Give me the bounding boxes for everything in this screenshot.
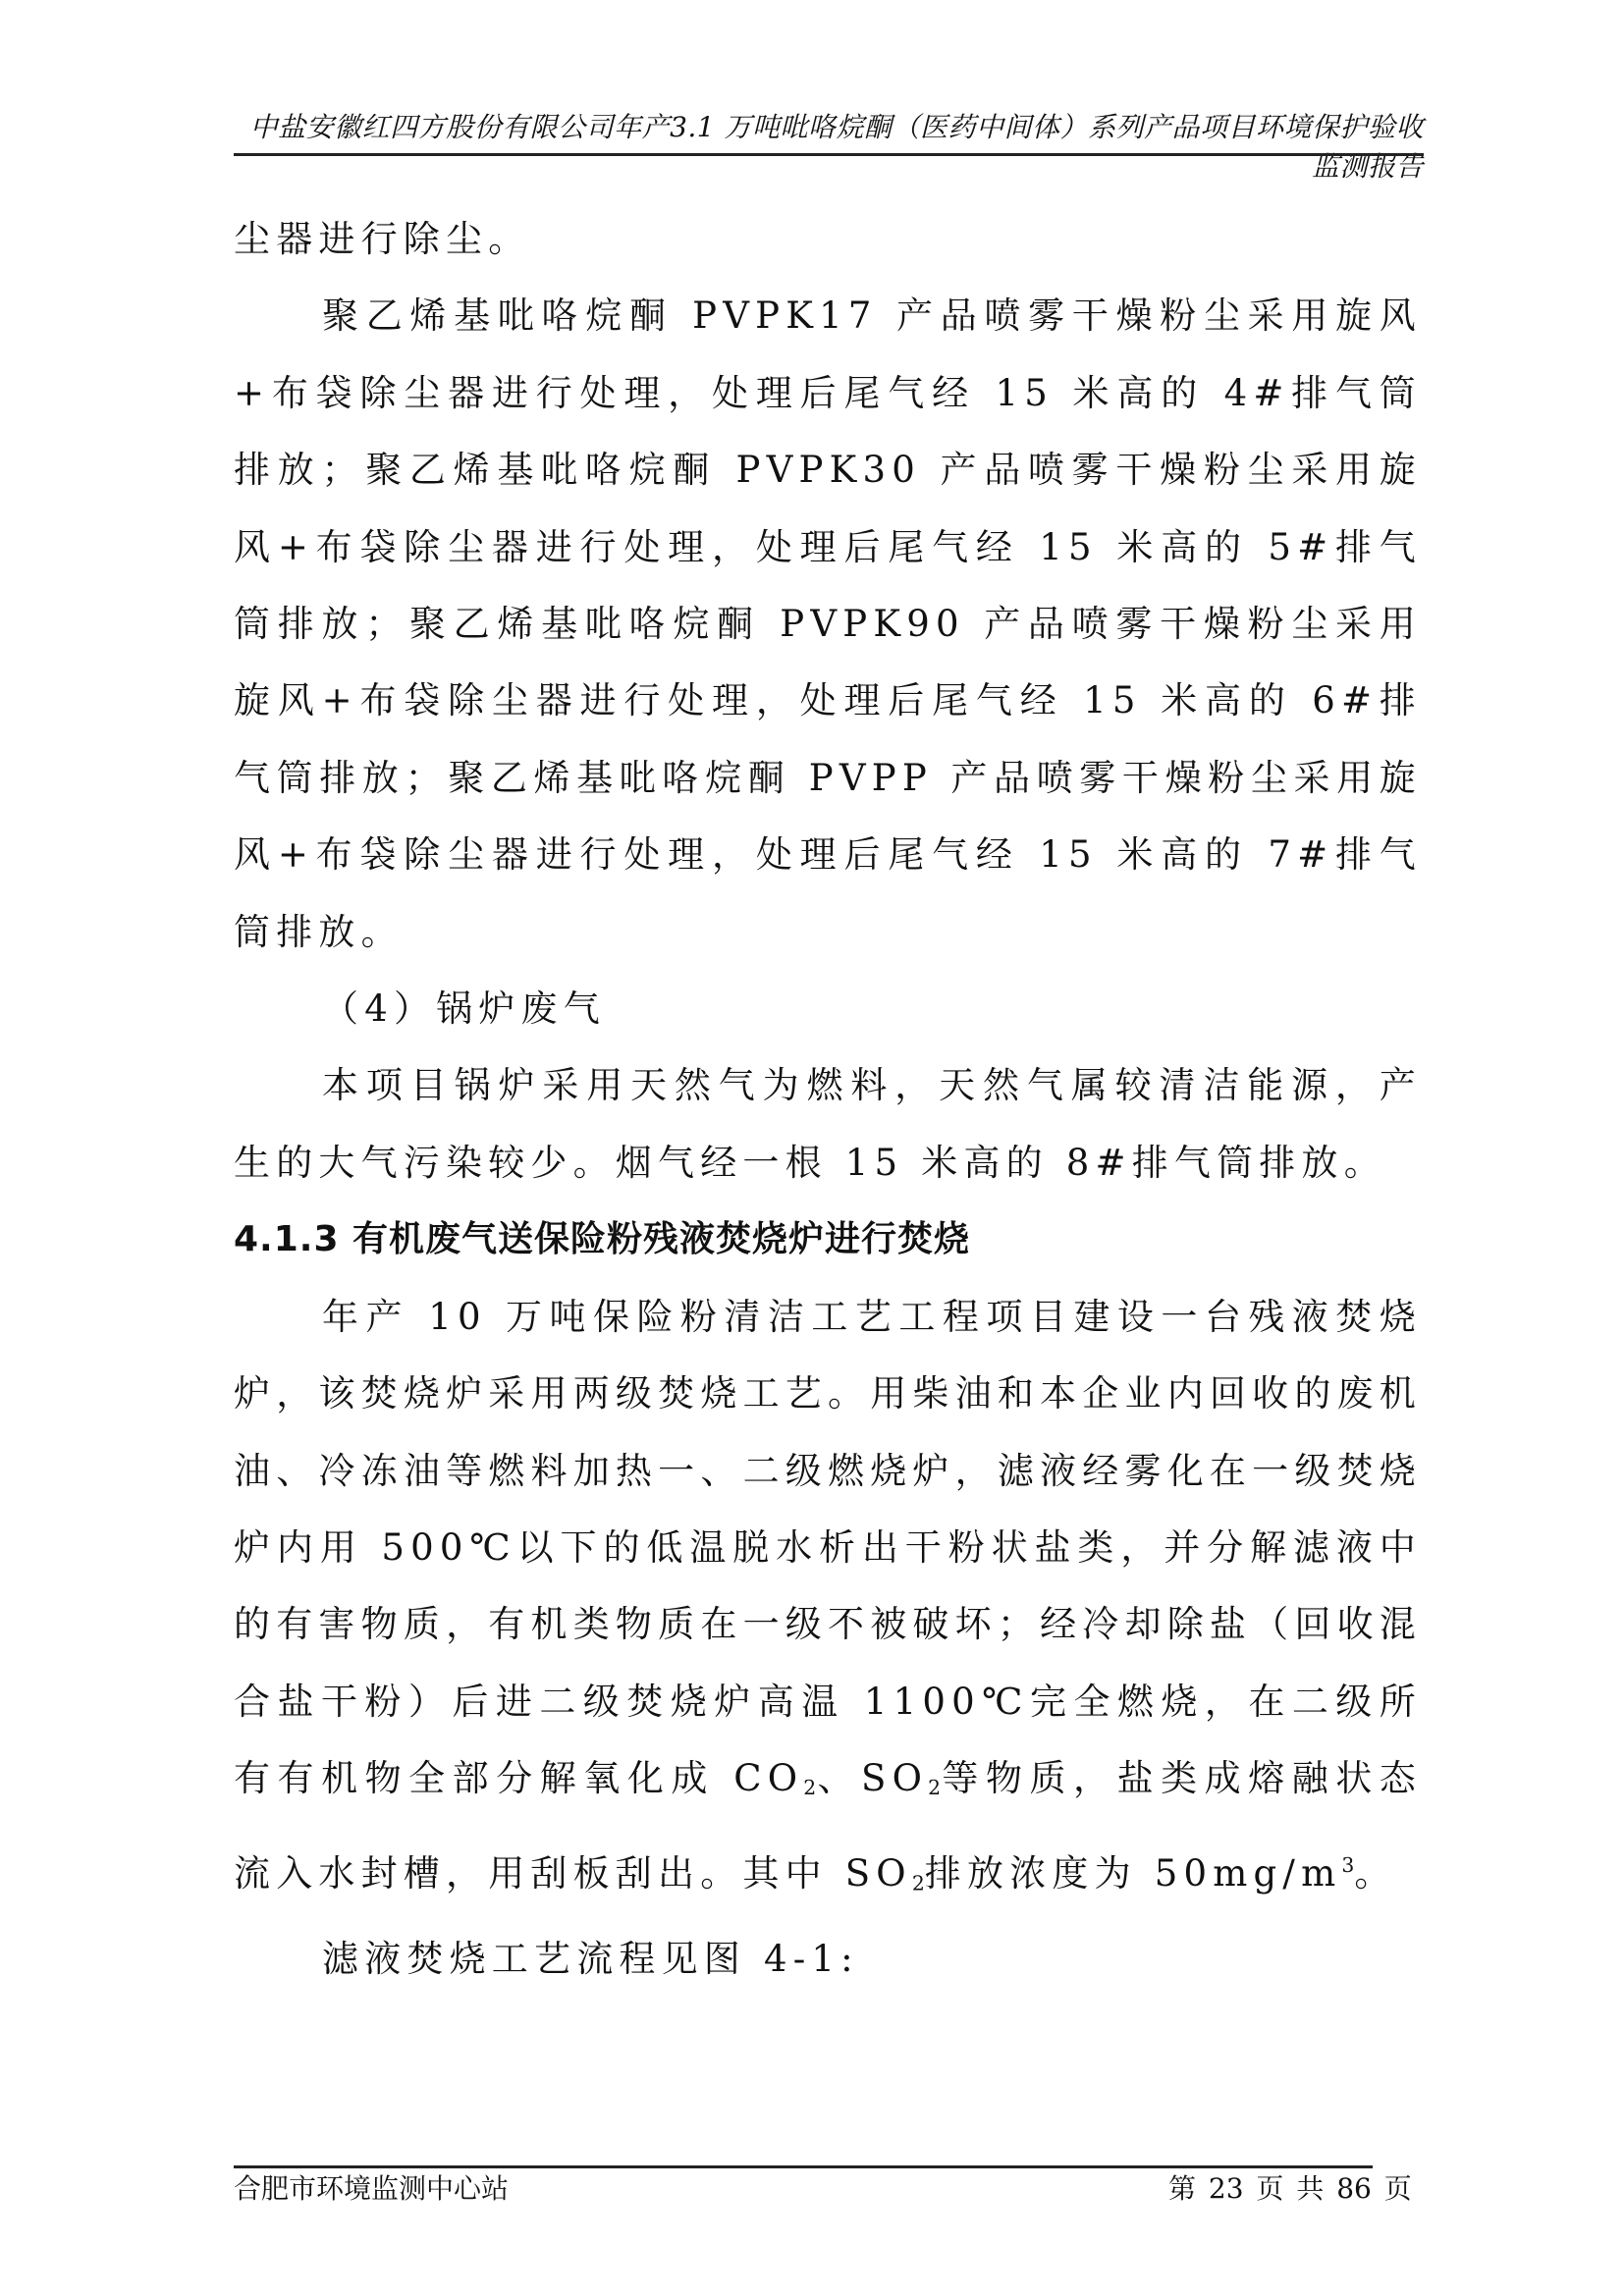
paragraph-pvp-spray-drying: 聚乙烯基吡咯烷酮 PVPK17 产品喷雾干燥粉尘采用旋风+布袋除尘器进行处理，处理后尾气经 15 米高的 4#排气筒排放；聚乙烯基吡咯烷酮 PVPK30 产品喷雾干燥粉尘采用旋风+布袋除尘器进行处理，处理后尾气经 15 米高的 5#排气筒排放；聚乙烯基吡咯烷酮 PVPK90 产品喷雾干燥粉尘采用旋风+布袋除尘器进行处理，处理后尾气经 15 米高的 6#排气筒排放；聚乙烯基吡咯烷酮 PVPP 产品喷雾干燥粉尘采用旋风+布袋除尘器进行处理，处理后尾气经 15 米高的 7#排气筒排放。 [234,294,1422,953]
header-divider [234,153,1424,156]
footer-divider [234,2165,1373,2168]
incinerator-text-d: 排放浓度为 50mg/m [924,1851,1342,1895]
footer-page-number: 第 23 页 共 86 页 [1168,2172,1412,2205]
running-header: 中盐安徽红四方股份有限公司年产3.1 万吨吡咯烷酮（医药中间体）系列产品项目环境保护验收监测报告 [249,111,1424,183]
so2-emission-subscript: 2 [911,1870,925,1895]
page-body [234,201,1422,1999]
section-heading-4-1-3: 4.1.3 有机废气送保险粉残液焚烧炉进行焚烧 [234,1219,971,1260]
cubic-meter-superscript: 3 [1341,1852,1355,1877]
paragraph-figure-reference: 滤液焚烧工艺流程见图 4-1: [322,1938,859,1981]
paragraph-dust-removal-end: 尘器进行除尘。 [234,218,531,260]
footer-organization: 合肥市环境监测中心站 [234,2172,510,2205]
paragraph-boiler-exhaust: 本项目锅炉采用天然气为燃料，天然气属较清洁能源，产生的大气污染较少。烟气经一根 15 米高的 8#排气筒排放。 [234,1064,1422,1184]
so2-subscript: 2 [928,1776,942,1800]
incinerator-text-a: 年产 10 万吨保险粉清洁工艺工程项目建设一台残液焚烧炉，该焚烧炉采用两级焚烧工艺。用柴油和本企业内回收的废机油、冷冻油等燃料加热一、二级燃烧炉，滤液经雾化在一级焚烧炉内用 500℃以下的低温脱水析出干粉状盐类，并分解滤液中的有害物质，有机类物质在一级不被破坏；经冷却除盐（回收混合盐干粉）后进二级焚烧炉高温 1100℃完全燃烧，在二级所有有机物全部分解氧化成 CO [234,1295,1422,1800]
incinerator-text-b: 、SO [816,1757,929,1800]
subsection-boiler-exhaust: （4）锅炉废气 [322,988,606,1031]
co2-subscript: 2 [803,1776,817,1800]
incinerator-text-e: 。 [1354,1851,1397,1895]
incinerator-text-c: 等物质，盐类成熔融状态流入水封槽，用刮板刮出。其中 SO [234,1757,1422,1895]
paragraph-incinerator [234,1279,1422,1922]
